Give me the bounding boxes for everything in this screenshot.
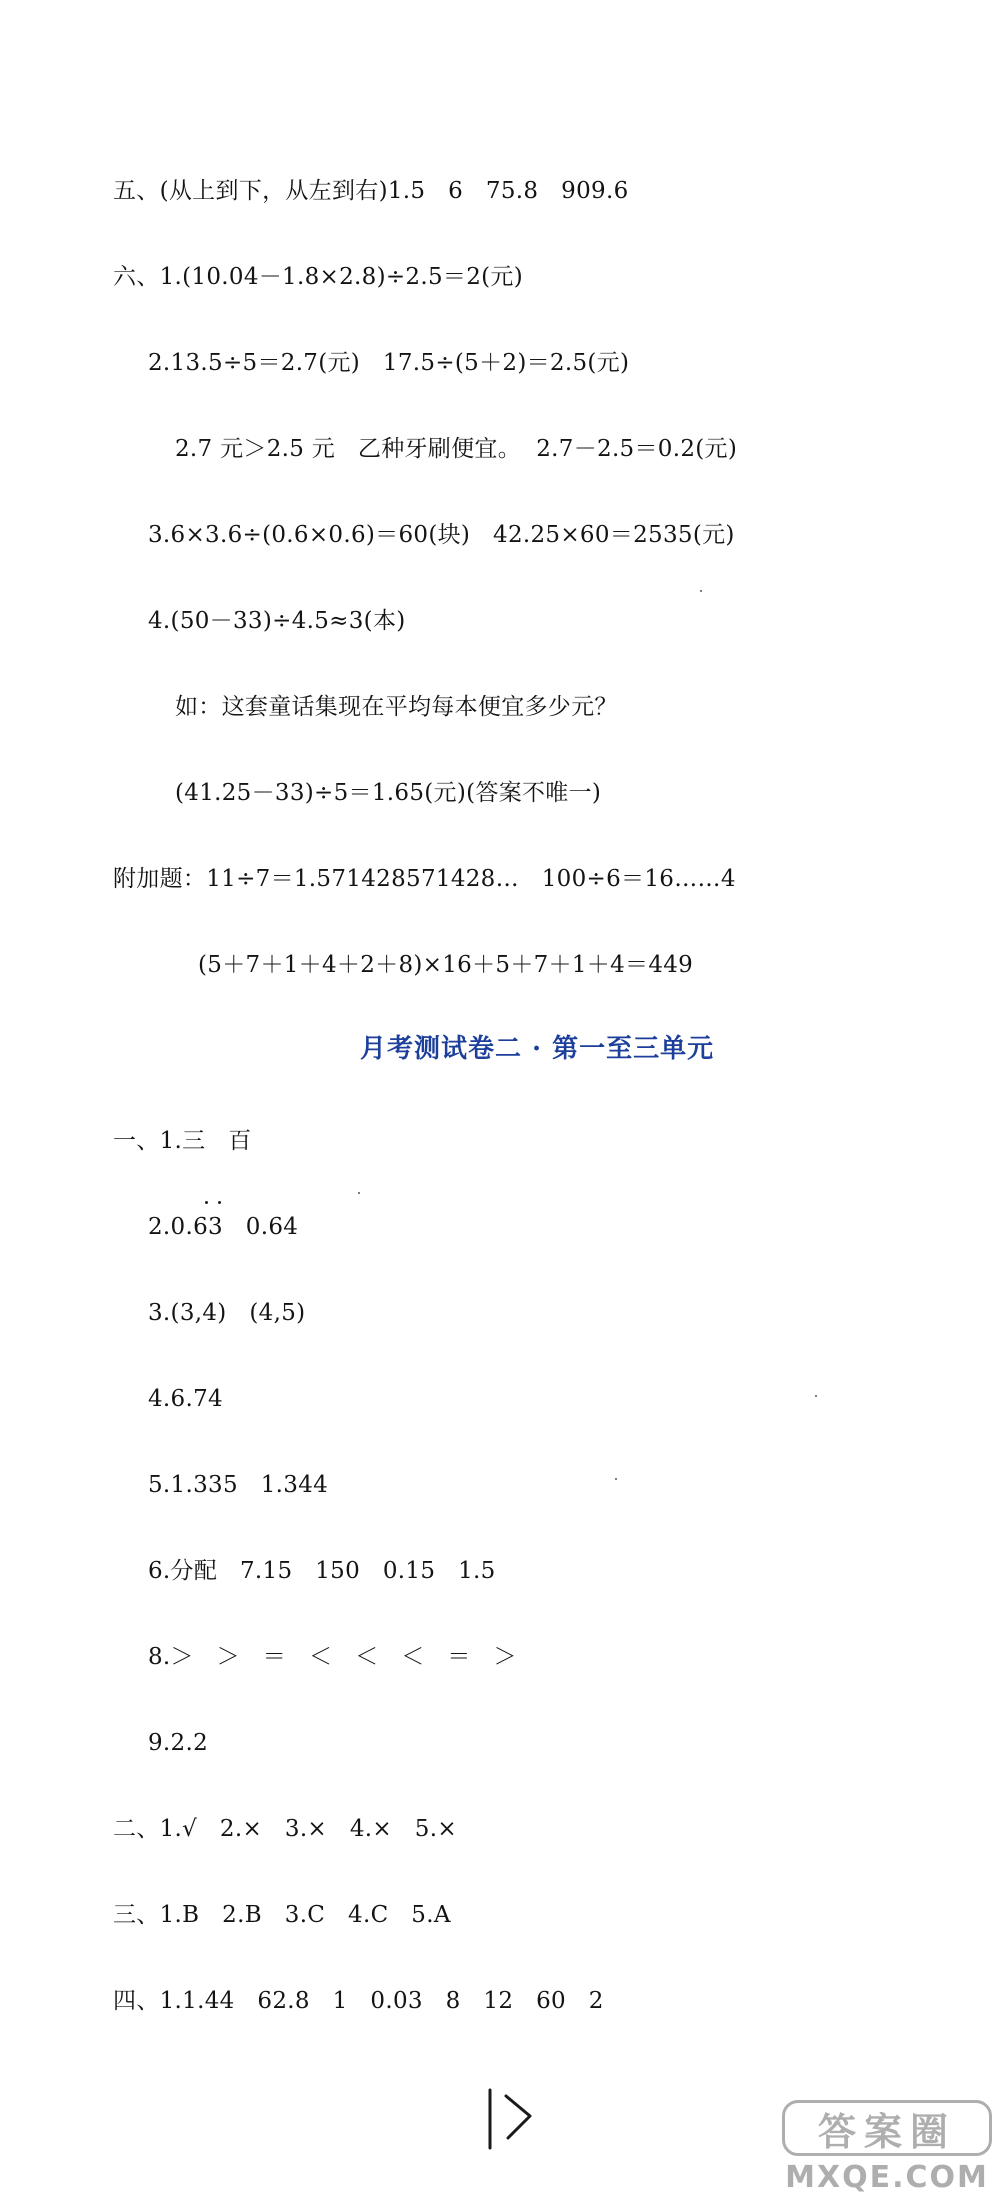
part-1-answer-1: 一、1.三 百 bbox=[113, 1128, 252, 1154]
answer-line-6-2-compare: 2.7 元＞2.5 元 乙种牙刷便宜。 2.7－2.5＝0.2(元) bbox=[175, 436, 738, 462]
answer-line-5: 五、(从上到下，从左到右)1.5 6 75.8 909.6 bbox=[113, 178, 629, 204]
answer-line-6-4: 4.(50－33)÷4.5≈3(本) bbox=[148, 608, 406, 634]
part-1-answer-4: 4.6.74 bbox=[148, 1386, 223, 1412]
bonus-question-solution: (5＋7＋1＋4＋2＋8)×16＋5＋7＋1＋4＝449 bbox=[198, 952, 694, 978]
repeating-decimal-dot bbox=[205, 1201, 208, 1204]
handwritten-page-number bbox=[478, 2082, 542, 2154]
scan-speck bbox=[615, 1478, 617, 1480]
watermark-logo-domain: MXQE.COM bbox=[785, 2160, 989, 2195]
scan-speck bbox=[700, 590, 702, 592]
part-1-answer-5: 5.1.335 1.344 bbox=[148, 1472, 329, 1498]
bonus-question-line: 附加题：11÷7＝1.571428571428… 100÷6＝16……4 bbox=[113, 866, 736, 892]
part-1-answer-6-7: 6.分配 7.15 150 0.15 1.5 bbox=[148, 1558, 496, 1584]
scan-speck bbox=[358, 1192, 360, 1194]
part-1-answer-9: 9.2.2 bbox=[148, 1730, 209, 1756]
site-watermark-logo bbox=[782, 2100, 992, 2196]
part-3-answers: 三、1.B 2.B 3.C 4.C 5.A bbox=[113, 1902, 451, 1928]
answer-line-6-3: 3.6×3.6÷(0.6×0.6)＝60(块) 42.25×60＝2535(元) bbox=[148, 522, 735, 548]
part-4-answers: 四、1.1.44 62.8 1 0.03 8 12 60 2 bbox=[113, 1988, 604, 2014]
part-1-answer-8: 8.＞ ＞ ＝ ＜ ＜ ＜ ＝ ＞ bbox=[148, 1644, 517, 1670]
section-title: 月考测试卷二 · 第一至三单元 bbox=[360, 1034, 715, 1064]
repeating-decimal-dot bbox=[218, 1201, 221, 1204]
part-1-answer-2: 2.0.63 0.64 bbox=[148, 1214, 299, 1240]
answer-line-6-4-solution: (41.25－33)÷5＝1.65(元)(答案不唯一) bbox=[175, 780, 602, 806]
part-1-answer-3: 3.(3,4) (4,5) bbox=[148, 1300, 306, 1326]
answer-line-6-4-question: 如：这套童话集现在平均每本便宜多少元？ bbox=[175, 694, 618, 720]
part-2-answers: 二、1.√ 2.× 3.× 4.× 5.× bbox=[113, 1816, 457, 1842]
answer-line-6-2: 2.13.5÷5＝2.7(元) 17.5÷(5＋2)＝2.5(元) bbox=[148, 350, 630, 376]
answer-line-6-1: 六、1.(10.04－1.8×2.8)÷2.5＝2(元) bbox=[113, 264, 523, 290]
watermark-logo-text: 答案圈 bbox=[782, 2100, 992, 2156]
scan-speck bbox=[815, 1395, 817, 1397]
